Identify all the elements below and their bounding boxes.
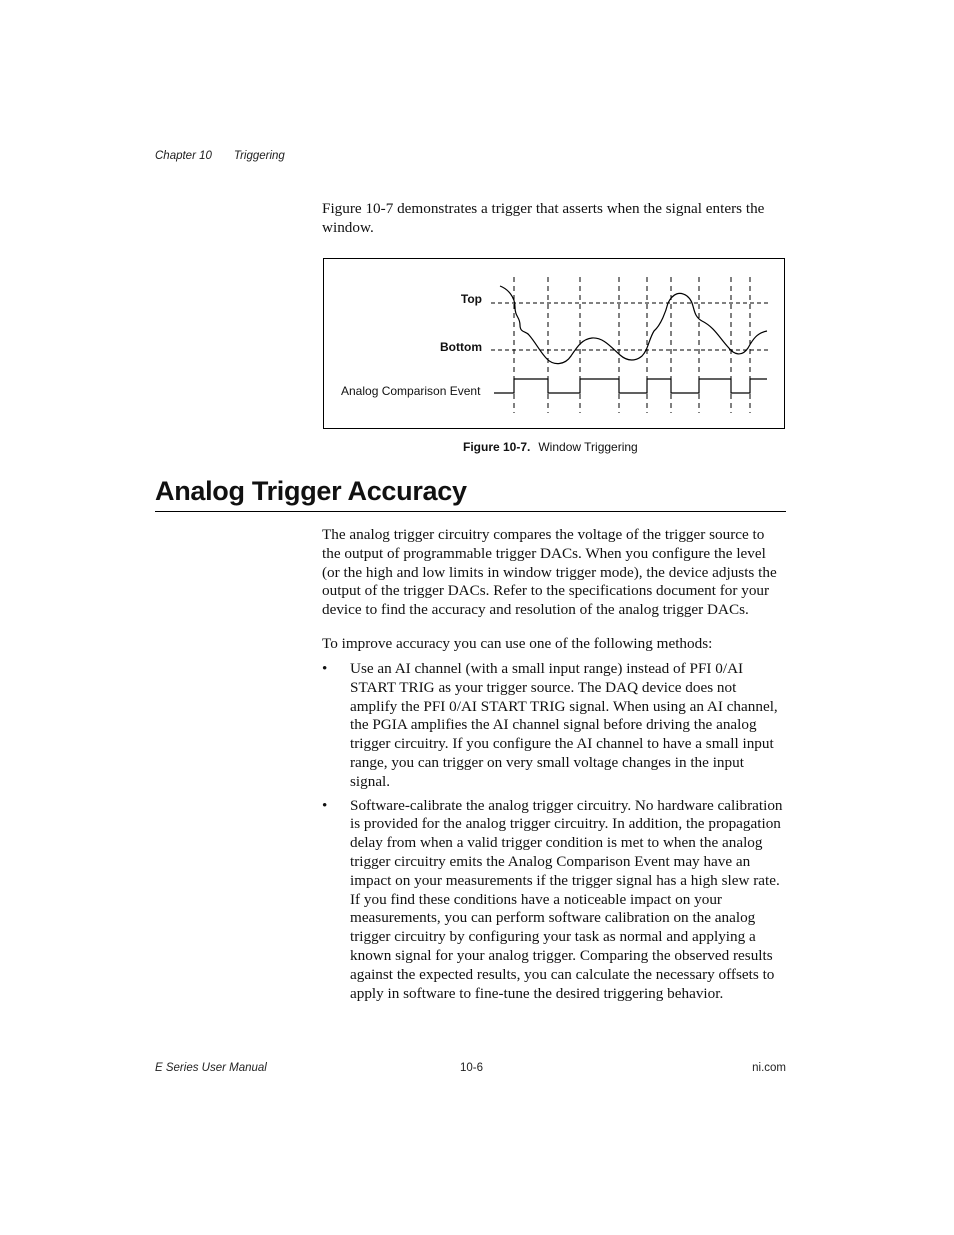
analog-signal-curve — [500, 286, 767, 364]
footer-manual-title: E Series User Manual — [155, 1062, 267, 1074]
running-header — [155, 150, 285, 162]
footer-website: ni.com — [752, 1062, 786, 1074]
window-triggering-diagram — [324, 259, 786, 430]
intro-paragraph: Figure 10-7 demonstrates a trigger that asserts when the signal enters the window. — [322, 200, 765, 236]
figure-title: Window Triggering — [538, 440, 638, 454]
methods-intro-paragraph: To improve accuracy you can use one of the following methods: — [322, 635, 713, 652]
footer-page-number: 10-6 — [460, 1062, 484, 1074]
window-triggering-figure — [323, 258, 785, 429]
analog-comparison-event-waveform — [494, 379, 767, 393]
top-label: Top — [460, 292, 482, 306]
bullet-marker: • — [322, 796, 328, 814]
chapter-number: Chapter 10 — [155, 150, 212, 162]
list-item — [322, 660, 786, 792]
figure-number: Figure 10-7. — [463, 440, 531, 454]
section-heading: Analog Trigger Accuracy — [155, 473, 786, 512]
figure-caption — [463, 440, 638, 454]
bullet-marker: • — [322, 660, 328, 677]
list-item — [322, 797, 786, 1004]
list-item-text: Use an AI channel (with a small input range) instead of PFI 0/AI START TRIG as your trigger source. The DAQ device does not amplify the PFI 0/AI START TRIG signal. When using an AI channel, the PGIA amplifies the AI channel signal before driving the analog trigger circuitry. If you configure the AI channel to have a small input range, you can trigger on very small voltage changes in the input signal. — [350, 660, 778, 790]
bottom-label: Bottom — [440, 340, 482, 354]
methods-list — [322, 660, 786, 1008]
accuracy-paragraph: The analog trigger circuitry compares the voltage of the trigger source to the output of programmable trigger DACs. When you configure the level (or the high and low limits in window trigger mode), the device adjusts the output of the trigger DACs. Refer to the specifications document for your device to find the accuracy and resolution of the analog trigger DACs. — [322, 526, 777, 619]
chapter-title: Triggering — [233, 150, 285, 162]
list-item-text: Software-calibrate the analog trigger circuitry. No hardware calibration is provided for the analog trigger circuitry. In addition, the propagation delay from when a valid trigger condition is met to when the analog trigger circuitry emits the Analog Comparison Event may have an impact on your measurements if the trigger signal has a high slew rate. If you find these conditions have a noticeable impact on your measurements, you can perform software calibration on the analog trigger circuitry by configuring your task as normal and applying a known signal for your analog trigger. Comparing the observed results against the expected results, you can calculate the necessary offsets to apply in software to fine-tune the desired triggering behavior. — [350, 796, 783, 1002]
analog-comparison-event-label: Analog Comparison Event — [341, 384, 481, 398]
